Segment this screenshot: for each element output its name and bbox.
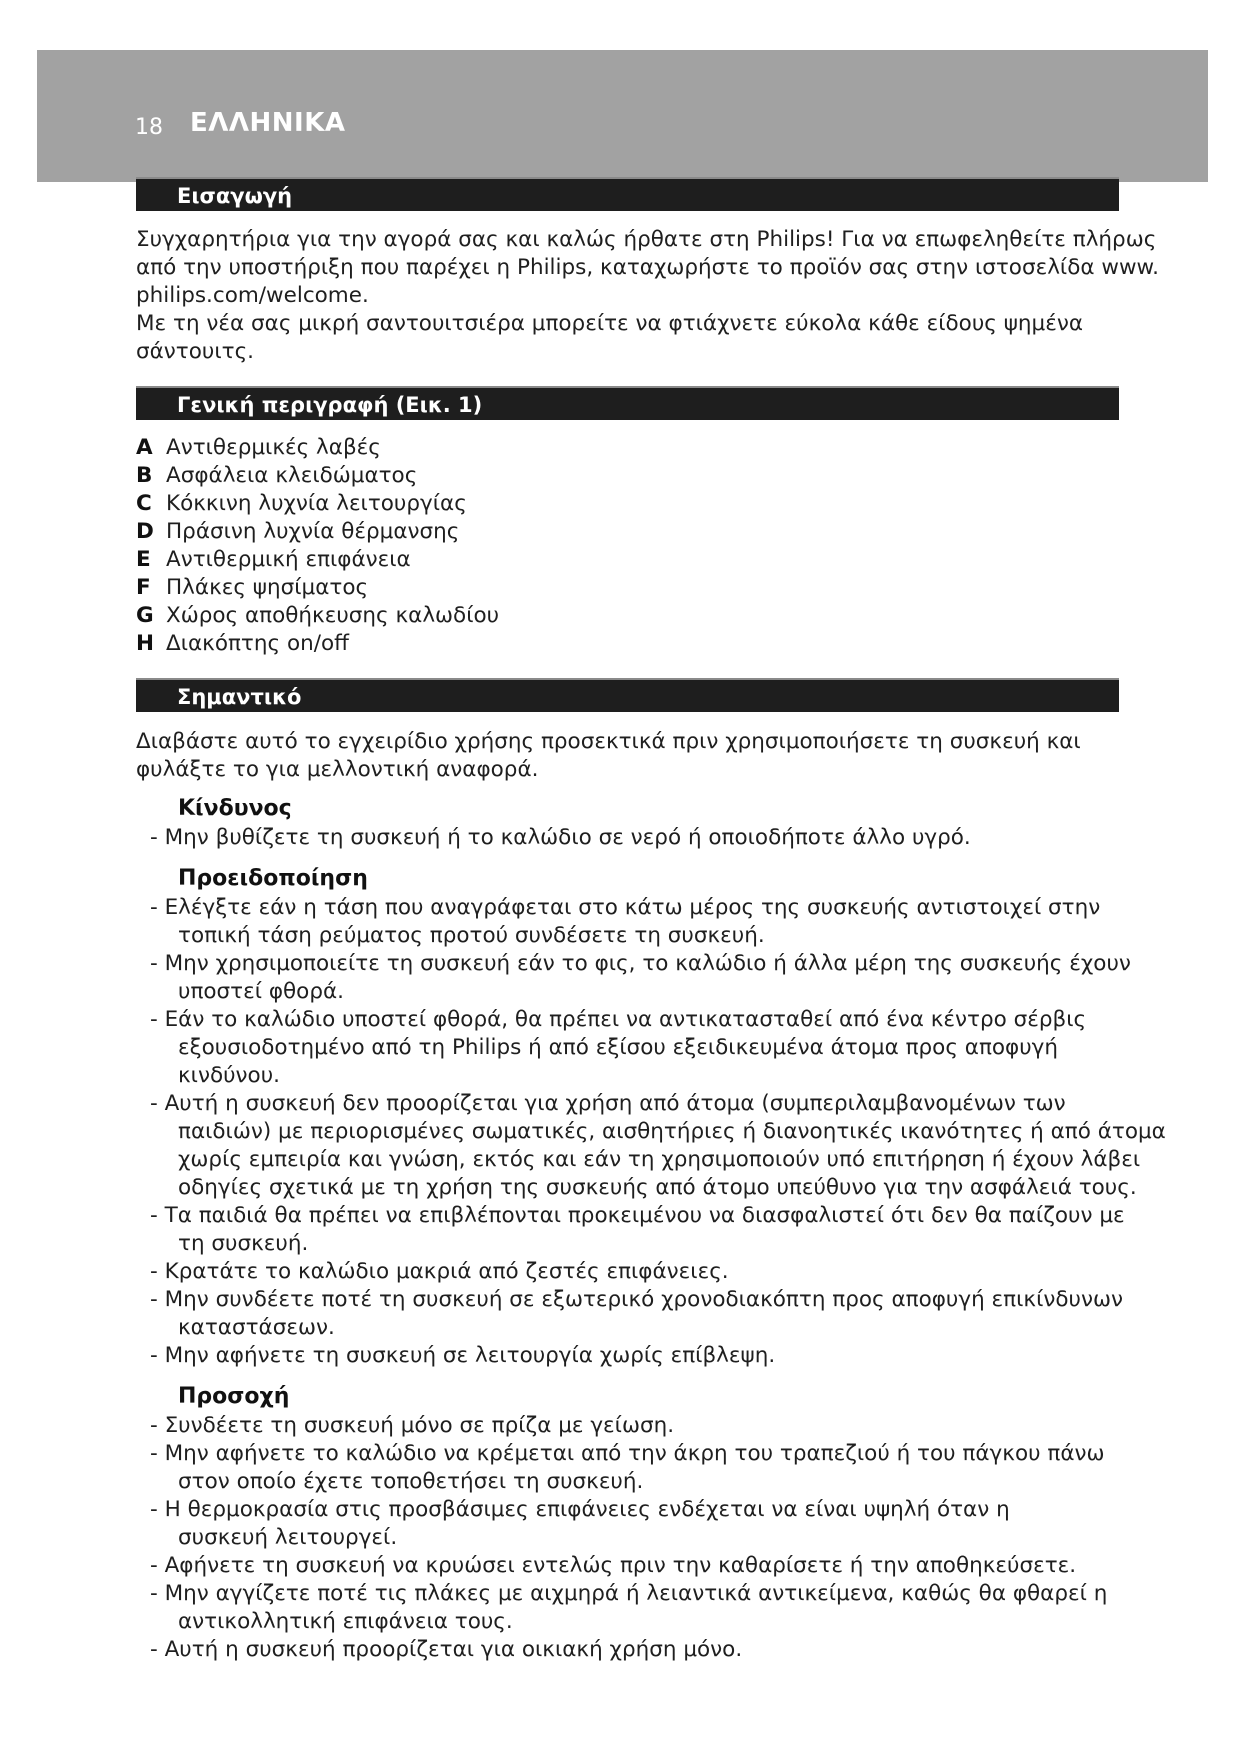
part-letter: E xyxy=(136,547,151,572)
intro-line: philips.com/welcome. xyxy=(136,283,369,308)
caution-line: - Αυτή η συσκευή προορίζεται για οικιακή χρήση μόνο. xyxy=(150,1637,743,1662)
caution-line: συσκευή λειτουργεί. xyxy=(178,1525,398,1550)
warning-line: εξουσιοδοτημένο από τη Philips ή από εξίσου εξειδικευμένα άτομα προς αποφυγή xyxy=(178,1035,1059,1060)
warning-line: - Μην χρησιμοποιείτε τη συσκευή εάν το φις, το καλώδιο ή άλλα μέρη της συσκευής έχουν xyxy=(150,951,1131,976)
parts-list-item xyxy=(136,462,417,490)
parts-list-item xyxy=(136,546,411,574)
part-letter: F xyxy=(136,575,151,600)
parts-list-item xyxy=(136,490,467,518)
warning-line: - Ελέγξτε εάν η τάση που αναγράφεται στο κάτω μέρος της συσκευής αντιστοιχεί στην xyxy=(150,895,1101,920)
part-letter: A xyxy=(136,435,153,460)
section-heading-important xyxy=(136,678,1119,712)
caution-line: - Συνδέετε τη συσκευή μόνο σε πρίζα με γείωση. xyxy=(150,1413,675,1438)
part-label: Πλάκες ψησίματος xyxy=(166,575,369,600)
parts-list-item xyxy=(136,518,459,546)
warning-line: παιδιών) με περιορισμένες σωματικές, αισθητήριες ή διανοητικές ικανότητες ή από άτομα xyxy=(178,1119,1166,1144)
section-heading-general-label: Γενική περιγραφή (Εικ. 1) xyxy=(177,393,483,417)
warning-line: - Κρατάτε το καλώδιο μακριά από ζεστές επιφάνειες. xyxy=(150,1259,729,1284)
intro-line: Με τη νέα σας μικρή σαντουιτσιέρα μπορείτε να φτιάχνετε εύκολα κάθε είδους ψημένα xyxy=(136,311,1083,336)
part-letter: G xyxy=(136,603,154,628)
part-label: Ασφάλεια κλειδώματος xyxy=(166,463,418,488)
part-label: Κόκκινη λυχνία λειτουργίας xyxy=(166,491,467,516)
part-letter: B xyxy=(136,463,153,488)
parts-list-item xyxy=(136,434,381,462)
warning-line: τη συσκευή. xyxy=(178,1231,309,1256)
caution-line: - Μην αφήνετε το καλώδιο να κρέμεται από την άκρη του τραπεζιού ή του πάγκου πάνω xyxy=(150,1441,1105,1466)
warning-line: - Αυτή η συσκευή δεν προορίζεται για χρήση από άτομα (συμπεριλαμβανομένων των xyxy=(150,1091,1066,1116)
caution-line: στον οποίο έχετε τοποθετήσει τη συσκευή. xyxy=(178,1469,644,1494)
part-label: Χώρος αποθήκευσης καλωδίου xyxy=(166,603,500,628)
warning-line: - Εάν το καλώδιο υποστεί φθορά, θα πρέπει να αντικατασταθεί από ένα κέντρο σέρβις xyxy=(150,1007,1087,1032)
warning-line: υποστεί φθορά. xyxy=(178,979,344,1004)
intro-line: σάντουιτς. xyxy=(136,339,255,364)
caution-line: αντικολλητική επιφάνεια τους. xyxy=(178,1609,513,1634)
parts-list-item xyxy=(136,630,349,658)
part-label: Αντιθερμικές λαβές xyxy=(166,435,381,460)
part-letter: D xyxy=(136,519,154,544)
caution-line: - Μην αγγίζετε ποτέ τις πλάκες με αιχμηρά ή λειαντικά αντικείμενα, καθώς θα φθαρεί η xyxy=(150,1581,1108,1606)
parts-list-item xyxy=(136,574,368,602)
subheading-caution: Προσοχή xyxy=(178,1384,290,1409)
warning-line: καταστάσεων. xyxy=(178,1315,335,1340)
parts-list-item xyxy=(136,602,499,630)
warning-line: - Τα παιδιά θα πρέπει να επιβλέπονται προκειμένου να διασφαλιστεί ότι δεν θα παίζουν με xyxy=(150,1203,1125,1228)
part-letter: C xyxy=(136,491,152,516)
intro-line: από την υποστήριξη που παρέχει η Philips, καταχωρήστε το προϊόν σας στην ιστοσελίδα www. xyxy=(136,255,1159,280)
language-title: ΕΛΛΗΝΙΚΑ xyxy=(190,108,346,138)
section-heading-intro-label: Εισαγωγή xyxy=(177,184,293,208)
subheading-danger: Κίνδυνος xyxy=(178,796,292,821)
caution-line: - Η θερμοκρασία στις προσβάσιμες επιφάνειες ενδέχεται να είναι υψηλή όταν η xyxy=(150,1497,1010,1522)
page-number: 18 xyxy=(135,115,163,140)
part-label: Αντιθερμική επιφάνεια xyxy=(166,547,411,572)
part-letter: H xyxy=(136,631,154,656)
warning-line: χωρίς εμπειρία και γνώση, εκτός και εάν τη χρησιμοποιούν υπό επιτήρηση ή έχουν λάβει xyxy=(178,1147,1141,1172)
important-intro-line: Διαβάστε αυτό το εγχειρίδιο χρήσης προσεκτικά πριν χρησιμοποιήσετε τη συσκευή και xyxy=(136,729,1081,754)
warning-line: - Μην αφήνετε τη συσκευή σε λειτουργία χωρίς επίβλεψη. xyxy=(150,1343,776,1368)
intro-line: Συγχαρητήρια για την αγορά σας και καλώς ήρθατε στη Philips! Για να επωφεληθείτε πλήρως xyxy=(136,227,1157,252)
section-heading-general xyxy=(136,386,1119,420)
warning-line: οδηγίες σχετικά με τη χρήση της συσκευής από άτομο υπεύθυνο για την ασφάλειά τους. xyxy=(178,1175,1137,1200)
section-heading-intro xyxy=(136,177,1119,211)
caution-line: - Αφήνετε τη συσκευή να κρυώσει εντελώς πριν την καθαρίσετε ή την αποθηκεύσετε. xyxy=(150,1553,1077,1578)
part-label: Πράσινη λυχνία θέρμανσης xyxy=(166,519,460,544)
part-label: Διακόπτης on/off xyxy=(166,631,349,656)
subheading-warning: Προειδοποίηση xyxy=(178,866,368,891)
warning-line: - Μην συνδέετε ποτέ τη συσκευή σε εξωτερικό χρονοδιακόπτη προς αποφυγή επικίνδυνων xyxy=(150,1287,1123,1312)
danger-line: - Μην βυθίζετε τη συσκευή ή το καλώδιο σε νερό ή οποιοδήποτε άλλο υγρό. xyxy=(150,825,971,850)
warning-line: κινδύνου. xyxy=(178,1063,280,1088)
warning-line: τοπική τάση ρεύματος προτού συνδέσετε τη συσκευή. xyxy=(178,923,765,948)
important-intro-line: φυλάξτε το για μελλοντική αναφορά. xyxy=(136,757,539,782)
section-heading-important-label: Σημαντικό xyxy=(177,685,302,709)
